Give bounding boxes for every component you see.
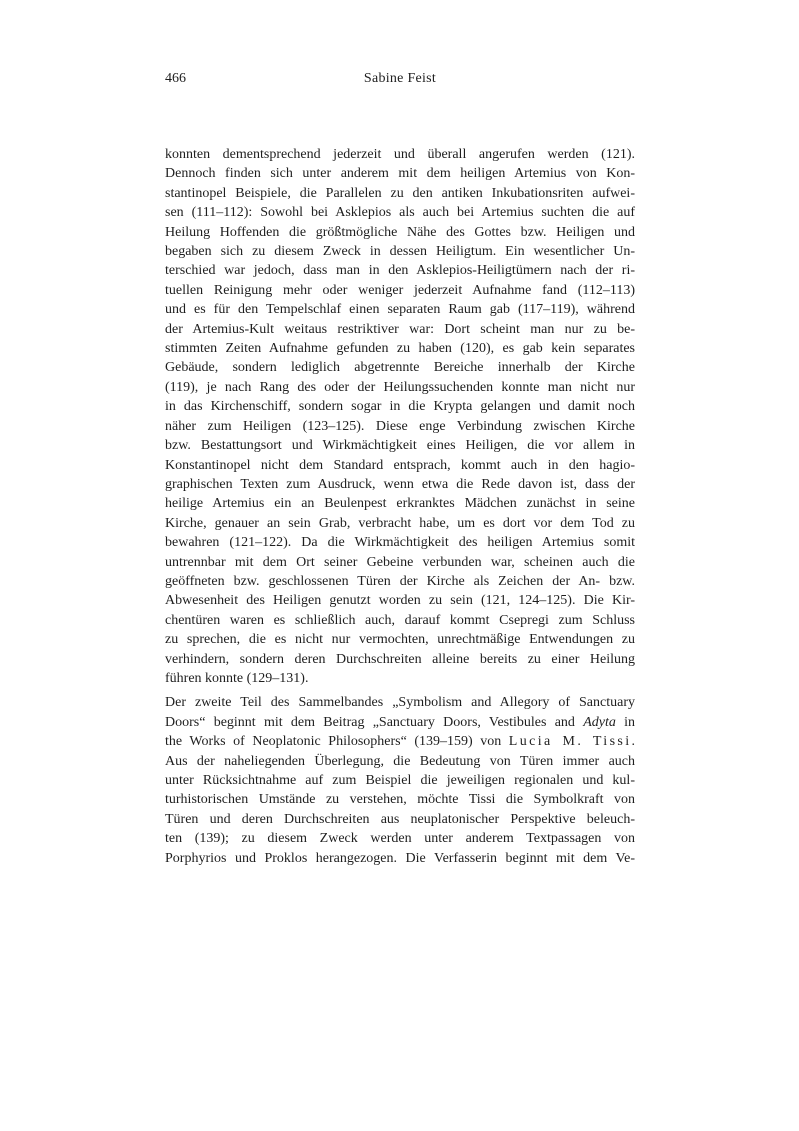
text-line [165, 591, 635, 610]
text-line [165, 630, 635, 649]
text-segment: heilige Artemius ein an Beulenpest erkranktes Mädchen zunächst in seine [165, 496, 635, 512]
text-segment: turhistorischen Umstände zu verstehen, möchte Tissi die Symbolkraft von [165, 792, 635, 808]
text-segment: Porphyrios und Proklos herangezogen. Die Verfasserin beginnt mit dem Ve- [165, 850, 635, 866]
text-segment: in das Kirchenschiff, sondern sogar in die Krypta gelangen und damit noch [165, 399, 635, 415]
text-line [165, 732, 635, 751]
text-line [165, 650, 635, 669]
text-line [165, 358, 635, 377]
text-line [165, 713, 635, 732]
text-segment: ten (139); zu diesem Zweck werden unter anderem Textpassagen von [165, 831, 635, 847]
page-number: 466 [165, 71, 186, 86]
text-segment: bzw. Bestattungsort und Wirkmächtigkeit eines Heiligen, die vor allem in [165, 438, 635, 454]
text-segment: begaben sich zu diesem Zweck in dessen Heiligtum. Ein wesentlicher Un- [165, 244, 635, 260]
text-segment: der Artemius-Kult weitaus restriktiver war: Dort scheint man nur zu be- [165, 321, 635, 337]
text-line [165, 261, 635, 280]
text-segment: Gebäude, sondern lediglich abgetrennte Bereiche innerhalb der Kirche [165, 360, 635, 376]
text-segment: unter Rücksichtnahme auf zum Beispiel die jeweiligen regionalen und kul- [165, 773, 635, 788]
text-line [165, 829, 635, 848]
text-segment: Abwesenheit des Heiligen genutzt worden zu sein (121, 124–125). Die Kir- [165, 593, 635, 609]
text-line [165, 300, 635, 319]
text-line [165, 553, 635, 572]
text-segment: Doors“ beginnt mit dem Beitrag „Sanctuary Doors, Vestibules and [165, 714, 584, 730]
text-line [165, 456, 635, 475]
italic-term: Adyta [583, 714, 616, 730]
text-segment: verhindern, sondern deren Durchschreiten alleine bereits zu einer Heilung [165, 651, 635, 667]
running-head-author: Sabine Feist [363, 71, 437, 86]
text-segment: näher zum Heiligen (123–125). Diese enge Verbindung zwischen Kirche [165, 418, 635, 434]
text-segment: und es für den Tempelschlaf einen separaten Raum gab (117–119), während [165, 302, 635, 318]
text-segment: tuellen Reinigung mehr oder weniger jederzeit Aufnahme fand (112–113) [165, 282, 635, 298]
text-segment: führen konnte (129–131). [165, 670, 309, 686]
text-segment: Türen und deren Durchschreiten aus neuplatonischer Perspektive beleuch- [165, 811, 635, 827]
text-segment: (119), je nach Rang des oder der Heilungssuchenden konnte man nicht nur [165, 379, 635, 395]
text-line [165, 475, 635, 494]
text-line [165, 693, 635, 712]
text-segment: geöffneten bzw. geschlossenen Türen der Kirche als Zeichen der An- bzw. [165, 573, 635, 589]
text-line [165, 223, 635, 242]
text-line [165, 281, 635, 300]
text-line [165, 164, 635, 183]
text-segment: Konstantinopel nicht dem Standard entsprach, kommt auch in den hagio- [165, 457, 635, 473]
author-name: Lucia M. Tissi [508, 734, 632, 750]
text-line [165, 320, 635, 339]
text-segment: stantinopel Beispiele, die Parallelen zu den antiken Inkubationsriten aufwei- [165, 185, 635, 201]
text-line [165, 494, 635, 513]
text-line [165, 669, 635, 688]
text-segment: konnten dementsprechend jederzeit und überall angerufen werden (121). [165, 147, 635, 162]
text-line [165, 145, 635, 164]
text-line [165, 514, 635, 533]
text-line [165, 436, 635, 455]
text-segment: Dennoch finden sich unter anderem mit dem heiligen Artemius von Kon- [165, 166, 635, 182]
text-line [165, 417, 635, 436]
text-line [165, 752, 635, 771]
text-line [165, 378, 635, 397]
text-segment: the Works of Neoplatonic Philosophers“ (139–159) von [165, 734, 509, 750]
paragraph [165, 693, 635, 868]
text-segment: chentüren waren es schließlich auch, darauf kommt Csepregi zum Schluss [165, 612, 635, 628]
text-line [165, 771, 635, 790]
text-line [165, 397, 635, 416]
text-segment: Aus der naheliegenden Überlegung, die Bedeutung von Türen immer auch [165, 753, 635, 769]
text-line [165, 849, 635, 868]
text-line [165, 184, 635, 203]
text-line [165, 242, 635, 261]
text-segment: stimmten Zeiten Aufnahme gefunden zu haben (120), es gab kein separates [165, 341, 635, 357]
text-segment: in [615, 714, 635, 730]
paragraph [165, 145, 635, 688]
text-segment: bewahren (121–122). Da die Wirkmächtigkeit des heiligen Artemius somit [165, 535, 635, 551]
text-line [165, 790, 635, 809]
text-line [165, 810, 635, 829]
text-segment: . [631, 734, 635, 750]
text-line [165, 203, 635, 222]
text-segment: graphischen Texten zum Ausdruck, wenn etwa die Rede davon ist, dass der [165, 476, 635, 492]
text-segment: Kirche, genauer an sein Grab, verbracht habe, um es dort vor dem Tod zu [165, 515, 635, 531]
running-header [165, 70, 635, 88]
text-segment: Heilung Hoffenden die größtmögliche Nähe des Gottes bzw. Heiligen und [165, 224, 635, 240]
body-text-block [165, 145, 635, 868]
text-segment: untrennbar mit dem Ort seiner Gebeine verbunden war, scheinen auch die [165, 554, 635, 570]
text-line [165, 533, 635, 552]
text-segment: Der zweite Teil des Sammelbandes „Symbolism and Allegory of Sanctuary [165, 695, 635, 711]
text-segment: zu sprechen, die es nicht nur vermochten, unrechtmäßige Entwendungen zu [165, 632, 635, 648]
text-segment: terschied war jedoch, dass man in den Asklepios-Heiligtümern nach der ri- [165, 263, 635, 279]
text-line [165, 611, 635, 630]
text-line [165, 339, 635, 358]
text-segment: sen (111–112): Sowohl bei Asklepios als auch bei Artemius suchten die auf [165, 205, 635, 221]
text-line [165, 572, 635, 591]
